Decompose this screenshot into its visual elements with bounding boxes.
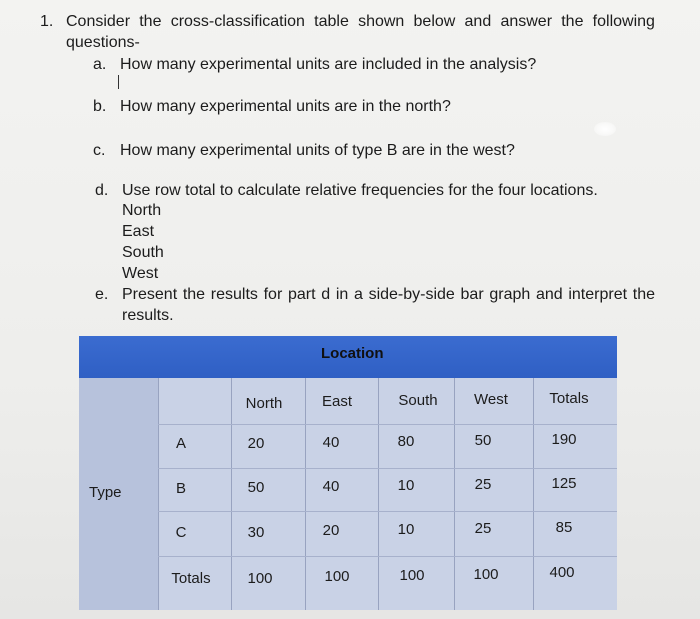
text-cursor <box>118 75 119 89</box>
part-a <box>93 54 536 75</box>
cell-b-west: 25 <box>474 476 492 493</box>
question-word: and <box>464 13 492 30</box>
cell-c-east: 20 <box>322 522 340 539</box>
question-word: the <box>561 13 584 30</box>
row-label-totals: Totals <box>171 570 211 587</box>
table-body <box>79 378 617 610</box>
question-line-2: questions- <box>66 34 140 51</box>
question-word: following <box>592 13 655 30</box>
table-grid-line <box>158 424 617 425</box>
row-label-b: B <box>175 480 186 497</box>
cell-c-totals: 85 <box>555 519 573 536</box>
column-header-totals: Totals <box>549 390 589 407</box>
location-north: North <box>122 202 162 219</box>
part-e-line-1 <box>95 284 655 305</box>
question-word: shown <box>358 13 405 30</box>
part-b <box>93 96 451 117</box>
question-word: answer <box>500 13 553 30</box>
part-e-line-2: results. <box>122 307 174 324</box>
question-number-and-first-word <box>40 11 130 32</box>
part-text: Present the results for part d in a side-by-side bar graph and interpret the <box>122 286 655 303</box>
column-header-west: West <box>474 391 508 408</box>
row-label-a: A <box>175 435 186 452</box>
location-west: West <box>122 265 159 282</box>
part-c <box>93 140 515 161</box>
cell-b-north: 50 <box>247 479 265 496</box>
cell-a-west: 50 <box>474 432 492 449</box>
part-letter: a. <box>93 56 107 73</box>
cell-totals-totals: 400 <box>549 564 575 581</box>
cell-c-north: 30 <box>247 524 265 541</box>
cross-classification-table <box>79 336 617 610</box>
part-e <box>95 284 655 326</box>
question-word: the <box>139 13 162 30</box>
column-header-north: North <box>245 395 283 412</box>
cell-a-south: 80 <box>397 433 415 450</box>
part-letter: e. <box>95 286 109 303</box>
cell-b-totals: 125 <box>551 475 577 492</box>
cell-a-totals: 190 <box>551 431 577 448</box>
locations-list <box>122 200 164 284</box>
cell-a-north: 20 <box>247 435 265 452</box>
cell-a-east: 40 <box>322 434 340 451</box>
type-label: Type <box>89 484 122 501</box>
cell-c-west: 25 <box>474 520 492 537</box>
cell-b-east: 40 <box>322 478 340 495</box>
cell-c-south: 10 <box>397 521 415 538</box>
table-grid-line <box>378 378 379 610</box>
cell-totals-north: 100 <box>247 570 273 587</box>
question-word: cross-classification <box>170 13 305 30</box>
question-word: table <box>314 13 349 30</box>
row-label-c: C <box>175 524 187 541</box>
part-letter: d. <box>95 182 109 199</box>
location-south: South <box>122 244 164 261</box>
column-header-south: South <box>398 392 438 409</box>
part-letter: c. <box>93 142 106 159</box>
cell-b-south: 10 <box>397 477 415 494</box>
part-letter: b. <box>93 98 107 115</box>
question-line-1 <box>40 11 655 32</box>
table-grid-line <box>158 468 617 469</box>
question-word: Consider <box>66 13 131 30</box>
table-grid-line <box>158 556 617 557</box>
question-1 <box>40 11 655 53</box>
location-east: East <box>122 223 155 240</box>
cell-totals-east: 100 <box>324 568 350 585</box>
location-header: Location <box>321 345 384 362</box>
table-grid-line <box>158 511 617 512</box>
part-text: Use row total to calculate relative frequencies for the four locations. <box>122 182 598 199</box>
cell-totals-west: 100 <box>473 566 499 583</box>
part-d <box>95 180 598 201</box>
table-grid-line <box>454 378 455 610</box>
part-text: How many experimental units are included in the analysis? <box>120 56 537 73</box>
light-glare <box>594 122 616 136</box>
part-text: How many experimental units of type B are in the west? <box>120 142 515 159</box>
question-word: below <box>413 13 456 30</box>
table-header-bar <box>79 336 617 378</box>
column-header-east: East <box>321 393 352 410</box>
cell-totals-south: 100 <box>399 567 425 584</box>
question-number: 1. <box>40 13 54 30</box>
part-text: How many experimental units are in the north? <box>120 98 451 115</box>
